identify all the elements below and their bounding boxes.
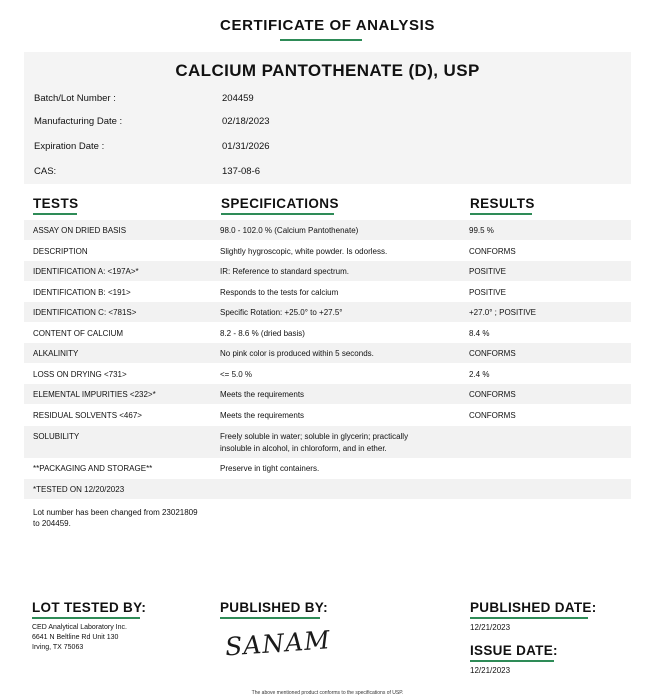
- test-result: POSITIVE: [469, 288, 506, 297]
- expiration-date-label: Expiration Date :: [34, 141, 105, 152]
- published-date-underline: [470, 617, 588, 619]
- test-specification: IR: Reference to standard spectrum.: [220, 267, 349, 276]
- test-specification: Meets the requirements: [220, 390, 305, 399]
- issue-date-heading: ISSUE DATE:: [470, 643, 558, 658]
- column-underline-tests: [33, 213, 77, 215]
- batch-lot-value: 204459: [222, 93, 254, 104]
- test-specification: 98.0 - 102.0 % (Calcium Pantothenate): [220, 226, 359, 235]
- test-specification: Responds to the tests for calcium: [220, 288, 339, 297]
- test-result: CONFORMS: [469, 411, 516, 420]
- test-result: CONFORMS: [469, 349, 516, 358]
- test-name: ALKALINITY: [33, 349, 79, 358]
- cas-value: 137-08-6: [222, 166, 261, 177]
- test-name: DESCRIPTION: [33, 247, 88, 256]
- cas-label: CAS:: [34, 166, 57, 177]
- test-specification: <= 5.0 %: [220, 370, 253, 379]
- test-name: IDENTIFICATION C: <781S>: [33, 308, 137, 317]
- manufacturing-date-value: 02/18/2023: [222, 116, 270, 127]
- test-result: CONFORMS: [469, 247, 516, 256]
- lab-street: 6641 N Beltline Rd Unit 130: [32, 634, 119, 641]
- column-header-tests: TESTS: [33, 196, 79, 211]
- test-specification: No pink color is produced within 5 seconds.: [220, 349, 374, 358]
- published-by-heading: PUBLISHED BY:: [220, 600, 328, 615]
- table-row: [24, 261, 631, 281]
- signature: [222, 622, 332, 662]
- table-row: [24, 458, 631, 478]
- title-underline: [280, 39, 362, 41]
- test-name: *TESTED ON 12/20/2023: [33, 485, 125, 494]
- published-by-underline: [220, 617, 320, 619]
- table-row: [24, 323, 631, 343]
- column-underline-results: [470, 213, 532, 215]
- test-name: LOSS ON DRYING <731>: [33, 370, 127, 379]
- test-name: SOLUBILITY: [33, 432, 80, 441]
- product-info-box: [24, 52, 631, 184]
- table-row: [24, 384, 631, 404]
- certificate-title: CERTIFICATE OF ANALYSIS: [220, 17, 435, 34]
- test-specification: Preserve in tight containers.: [220, 464, 320, 473]
- test-specification: 8.2 - 8.6 % (dried basis): [220, 329, 305, 338]
- test-name: **PACKAGING AND STORAGE**: [33, 464, 153, 473]
- test-name: CONTENT OF CALCIUM: [33, 329, 124, 338]
- lab-name: CED Analytical Laboratory Inc.: [32, 624, 127, 631]
- column-header-results: RESULTS: [470, 196, 535, 211]
- issue-date-value: 12/21/2023: [470, 666, 511, 675]
- column-header-specifications: SPECIFICATIONS: [221, 196, 339, 211]
- column-underline-specifications: [221, 213, 334, 215]
- lot-tested-by-underline: [32, 617, 140, 619]
- lot-number-change-note: Lot number has been changed from 23021809 to 204459.: [33, 508, 198, 528]
- table-row: [24, 479, 631, 499]
- test-specification: Meets the requirements: [220, 411, 305, 420]
- table-row: [24, 241, 631, 261]
- expiration-date-value: 01/31/2026: [222, 141, 270, 152]
- table-row: [24, 364, 631, 384]
- test-name: IDENTIFICATION A: <197A>*: [33, 267, 139, 276]
- test-specification: Specific Rotation: +25.0° to +27.5°: [220, 308, 343, 317]
- lot-tested-by-heading: LOT TESTED BY:: [32, 600, 147, 615]
- test-result: POSITIVE: [469, 267, 506, 276]
- batch-lot-label: Batch/Lot Number :: [34, 93, 116, 104]
- test-result: 2.4 %: [469, 370, 490, 379]
- table-row: [24, 426, 631, 458]
- published-date-heading: PUBLISHED DATE:: [470, 600, 597, 615]
- table-row: [24, 282, 631, 302]
- table-row: [24, 343, 631, 363]
- product-name: CALCIUM PANTOTHENATE (D), USP: [175, 61, 480, 80]
- usp-conformance-footnote: The above mentioned product conforms to the specifications of USP.: [251, 690, 404, 696]
- table-row: [24, 405, 631, 425]
- issue-date-underline: [470, 660, 554, 662]
- test-name: ASSAY ON DRIED BASIS: [33, 226, 127, 235]
- test-result: 99.5 %: [469, 226, 494, 235]
- test-specification: Slightly hygroscopic, white powder. Is odorless.: [220, 247, 388, 256]
- test-result: +27.0° ; POSITIVE: [469, 308, 537, 317]
- test-name: IDENTIFICATION B: <191>: [33, 288, 131, 297]
- published-date-value: 12/21/2023: [470, 623, 511, 632]
- test-specification: Freely soluble in water; soluble in glycerin; practically insoluble in alcohol, in chloroform, and in ether.: [220, 432, 409, 453]
- test-name: ELEMENTAL IMPURITIES <232>*: [33, 390, 156, 399]
- manufacturing-date-label: Manufacturing Date :: [34, 116, 123, 127]
- signature-text: SANAM: [224, 625, 332, 662]
- test-result: CONFORMS: [469, 390, 516, 399]
- lab-city: Irving, TX 75063: [32, 644, 84, 651]
- table-row: [24, 302, 631, 322]
- table-row: [24, 220, 631, 240]
- test-name: RESIDUAL SOLVENTS <467>: [33, 411, 142, 420]
- test-result: 8.4 %: [469, 329, 490, 338]
